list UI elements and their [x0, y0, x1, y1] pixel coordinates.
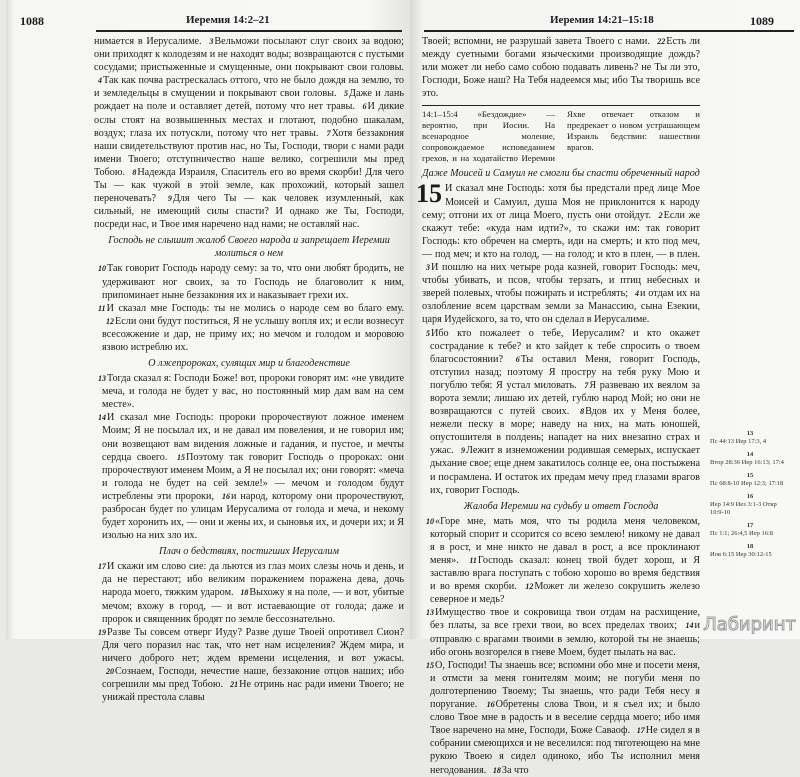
verse-number: 21	[230, 680, 239, 690]
paragraph	[422, 606, 700, 658]
section-heading: О лжепророках, сулящих мир и благоденствие	[148, 358, 350, 370]
right-text-flow	[416, 35, 701, 777]
margin-ref	[710, 451, 790, 467]
verse-text: И сказал мне Господь: пророки пророчествуют ложное именем Моим; Я не посылал их, и не давал им повеления, и не говорил им; они возвещают вам видения ложные и гадания, и пустое, и мечты сердца своего.	[102, 412, 404, 463]
paragraph	[422, 327, 700, 497]
paragraph	[422, 659, 700, 777]
verse-text: Вдов их у Меня более, нежели песку в море; наведу на них, на мать юношей, опустошителя в полдень; нападет на них внезапно страх и ужас.	[430, 406, 700, 457]
verse-number: 5	[426, 328, 430, 338]
margin-ref-text: Втор 28:36 Иер 16:13; 17:4	[710, 459, 784, 466]
verse-text: Так говорит Господь народу сему: за то, что они любят бродить, не удерживают ног своих, за то Господь не благоволит к ним, припоминает ныне беззакония их и наказывает грехи их.	[102, 263, 404, 301]
verse-text: Твоей; вспомни, не разрушай завета Твоего с нами.	[422, 36, 654, 47]
paragraph	[94, 35, 404, 231]
verse-number: 16	[221, 491, 230, 501]
verse-text: И сказал мне Господь: хотя бы предстали пред лице Мое Моисей и Самуил, душа Моя не приклонится к народу сему; отгони их от лица Моего, пусть они отойдут.	[422, 183, 700, 221]
verse-number: 7	[584, 380, 589, 390]
verse-text: Для чего Ты — как человек изумленный, как сильный, не имеющий силы спасти? И однако же Ты, Господи, посреди нас, и Твое имя наречено над нами; не оставляй нас.	[94, 193, 404, 231]
margin-ref-verse: 16	[746, 493, 754, 500]
verse-text: Поэтому так говорит Господь о пророках: они пророчествуют именем Моим, а Я не посылал их; они говорят: «меча и голода не будет на сей земле!» — мечом и голодом будут истреблены эти пророки,	[102, 451, 404, 502]
verse-number: 12	[106, 316, 114, 326]
verse-number: 16	[486, 700, 495, 710]
verse-text: и отдам их на озлобление всем царствам земли за Манассию, сына Езекии, царя Иудейского, за то, что он сделал в Иерусалиме.	[422, 288, 700, 326]
verse-text: Лежит в изнеможении родившая семерых, испускает дыхание свое; еще днем закатилось солнце ее, она постыжена и посрамлена. И остаток их предам мечу пред глазами врагов их, говорит Господь.	[430, 445, 700, 496]
verse-text: Хотя беззакония наши свидетельствуют против нас, но Ты, Господи, твори с нами ради имени Твоего; отступничество наше велико, согрешили мы пред Тобою.	[94, 127, 404, 178]
header-rule	[96, 30, 402, 32]
margin-ref	[710, 430, 790, 446]
section-heading: Плач о бедствиях, постигших Иерусалим	[159, 546, 339, 558]
verse-text: «Горе мне, мать моя, что ты родила меня человеком, который спорит и ссорится со всею землею! никому не давал я в рост, и мне никто не давал в рост, а все проклинают меня».	[430, 515, 700, 566]
verse-number: 4	[98, 76, 102, 86]
margin-ref	[710, 472, 790, 488]
verse-number: 15	[426, 660, 434, 670]
margin-ref-text: Пс 1:1; 26:4,5 Иер 16:8	[710, 530, 774, 537]
verse-text: О, Господи! Ты знаешь все; вспомни обо мне и посети меня, и отмсти за меня гонителям моим; не погуби меня по долготерпению Твоему; Ты знаешь, что ради Тебя несу я поругание.	[430, 659, 700, 711]
verse-text: Может ли железо сокрушить железо северное и медь?	[430, 581, 701, 606]
paragraph	[422, 35, 700, 100]
verse-text: Я развеваю их веялом за ворота земли; лишаю их детей, гублю народ Мой; но они не возвращаются с путей своих.	[430, 379, 700, 418]
verse-text: и народ, которому они пророчествуют, разбросан будет по улицам Иерусалима от голода и меча, и некому будет хоронить их, — они и жены их, и сыновья их, и дочери их; и Я изолью на них зло их.	[102, 490, 404, 542]
verse-number: 5	[344, 89, 349, 99]
verse-text: За что	[501, 764, 529, 776]
margin-ref-verse: 18	[746, 543, 754, 550]
verse-text: Выхожу я на поле, — и вот, убитые мечом; вхожу в город, — и вот истаевающие от голода; даже и пророк и священник бродят по земле бессознательно.	[102, 587, 404, 625]
verse-number: 11	[469, 556, 477, 565]
margin-ref-verse: 15	[746, 472, 754, 479]
verse-text: И пошлю на них четыре рода казней, говорит Господь: меч, чтобы убивать, и псов, чтобы терзать, и птиц небесных и зверей полевых, чтобы пожирать и истреблять;	[422, 262, 700, 300]
verse-number: 14	[98, 413, 106, 423]
verse-text: И дикие ослы стоят на возвышенных местах и глотают, подобно шакалам, воздух; глаза их потускли, потому что нет травы.	[94, 101, 404, 139]
verse-text: Так как почва растрескалась оттого, что не было дождя на землю, то и земледельцы в смущении и покрывают свои головы.	[94, 75, 404, 100]
verse-number: 10	[98, 264, 106, 274]
verse-number: 17	[98, 562, 106, 572]
paragraph	[94, 372, 404, 411]
watermark-logo: Лабиринт	[703, 614, 796, 635]
verse-number: 8	[132, 167, 137, 177]
paragraph	[416, 179, 700, 326]
verse-text: Вельможи посылают слуг своих за водою; они приходят к колодезям и не находят воды; возвращаются с пустыми сосудами; пристыженные и смущенные, они покрывают свои головы.	[94, 36, 404, 74]
paragraph	[94, 626, 404, 705]
verse-number: 9	[167, 194, 172, 204]
margin-ref-text: Пс 44:13 Иер 17:3, 4	[710, 438, 767, 445]
verse-number: 3	[426, 263, 430, 273]
paragraph	[94, 411, 404, 542]
verse-number: 10	[426, 516, 434, 526]
verse-number: 3	[209, 37, 214, 46]
verse-text: нимается в Иерусалиме.	[94, 36, 206, 47]
page-number: 1088	[20, 14, 44, 28]
right-page	[410, 0, 800, 776]
verse-text: Надежда Израиля, Спаситель его во время скорби! Для чего Ты — как чужой в этой земле, как прохожий, который зашел переночевать?	[94, 166, 405, 205]
header-rule	[424, 30, 794, 32]
verse-number: 8	[580, 407, 585, 417]
verse-text: Не сидел я в собрании смеющихся и не веселился: под тяготеющею на мне рукою Твоею я сидел одиноко, ибо Ты исполнил меня негодования.	[430, 725, 700, 776]
paragraph	[94, 302, 404, 354]
margin-ref-verse: 14	[746, 451, 754, 458]
verse-text: Господь сказал: конец твой будет хорош, и Я заставлю врага поступать с тобою хорошо во время бедствия и во время скорби.	[430, 555, 700, 593]
margin-ref-text: Иов 6:15 Иер 30:12-15	[710, 551, 772, 558]
verse-number: 14	[685, 621, 694, 631]
paragraph	[94, 262, 404, 301]
verse-number: 2	[658, 210, 663, 220]
right-text-column	[416, 167, 701, 776]
verse-text: И скажи им слово сие: да льются из глаз моих слезы ночь и день, и да не перестают; ибо великим поражением поражена дева, дочь народа моего, тяжким ударом.	[102, 561, 404, 599]
verse-text: Обретены слова Твои, и я съел их; и было слово Твое мне в радость и в веселие сердца моего; ибо имя Твое наречено на мне, Господи, Боже Саваоф.	[430, 699, 700, 737]
verse-text: Даже и лань рождает на поле и оставляет детей, потому что нет травы.	[94, 88, 404, 113]
paragraph	[422, 515, 700, 607]
left-page	[6, 0, 410, 704]
verse-number: 7	[326, 128, 331, 138]
margin-ref-verse: 17	[746, 522, 754, 529]
verse-number: 6	[515, 354, 520, 364]
verse-text: Если же скажут тебе: «куда нам идти?», то скажи им: так говорит Господь: кто обречен на смерть, иди на смерть; и кто под меч, — под меч; и кто на голод, — на голод; и кто в плен, — в плен.	[422, 209, 700, 260]
verse-text: Ибо кто пожалеет о тебе, Иерусалим? и кто окажет сострадание к тебе? и кто зайдет к тебе спросить о твоем благосостоянии?	[430, 327, 700, 365]
verse-number: 12	[525, 582, 534, 592]
verse-text: Тогда сказал я: Господи Боже! вот, пророки говорят им: «не увидите меча, и голода не будет у вас, но постоянный мир дам вам на сем месте».	[102, 373, 404, 411]
running-head: Иеремия 14:2–21	[186, 14, 270, 26]
margin-ref	[710, 522, 790, 538]
margin-ref-verse: 13	[746, 430, 754, 437]
section-heading: Даже Моисей и Самуил не смогли бы спасти обреченный народ	[422, 168, 700, 180]
chapter-number: 15	[416, 179, 442, 209]
verse-text: Не отринь нас ради имени Твоего; не унижай престола славы	[102, 679, 404, 704]
margin-ref	[710, 493, 790, 517]
verse-number: 20	[106, 667, 114, 677]
verse-number: 11	[98, 303, 106, 313]
margin-ref-text: Пс 68:8-10 Иер 12:3; 17:18	[710, 480, 784, 487]
margin-ref-text: Иер 14:9 Иез 3:1-3 Откр 10:9-10	[710, 501, 777, 516]
verse-text: Имущество твое и сокровища твои отдам на расхищение, без платы, за все грехи твои, во всех пределах твоих;	[430, 607, 700, 632]
margin-references	[710, 430, 790, 564]
verse-number: 13	[98, 374, 106, 384]
verse-number: 18	[492, 765, 501, 775]
verse-number: 22	[657, 37, 666, 46]
verse-text: Сознаем, Господи, нечестие наше, беззаконие отцов наших; ибо согрешили мы пред Тобою.	[102, 666, 404, 691]
left-text-column	[94, 35, 404, 704]
verse-number: 6	[362, 102, 367, 112]
verse-number: 17	[636, 726, 645, 736]
verse-number: 19	[98, 627, 106, 637]
verse-number: 15	[176, 452, 185, 462]
section-heading: Господь не слышит жалоб Своего народа и запрещает Иеремии молиться о нем	[108, 235, 390, 260]
verse-text: и отправлю с врагами твоими в землю, которой ты не знаешь; ибо огонь возгорелся в гневе Моем, будет пылать на вас.	[430, 620, 700, 658]
running-head: Иеремия 14:21–15:18	[550, 14, 654, 26]
paragraph	[94, 560, 404, 625]
footnote: 14:1–15:4 «Бездождие» — вероятно, при Иосии. На всенародное моление, сопровождаемое исповеданием грехов, и на ходатайство Иеремии Яхве отвечает отказом и предрекает о новом устрашающем Израиль бедствии: нашествии врагов.	[422, 105, 700, 164]
verse-text: И сказал мне Господь: ты не молись о народе сем во благо ему.	[106, 302, 404, 314]
verse-text: Есть ли между суетными богами языческими производящие дождь? или может ли небо само собою подавать ливень? не Ты ли это, Господи, Боже наш? На Тебя надеемся мы; ибо Ты творишь все это.	[422, 36, 700, 100]
margin-ref	[710, 543, 790, 559]
section-heading: Жалоба Иеремии на судьбу и ответ Господа	[463, 500, 659, 512]
verse-number: 18	[240, 588, 249, 598]
verse-text: Разве Ты совсем отверг Иуду? Разве душе Твоей опротивел Сион? Для чего поразил нас так, что нет нам исцеления? Ждем мира, и ничего доброго нет; ждем времени исцеления, и вот ужасы.	[102, 626, 404, 664]
verse-number: 9	[460, 446, 465, 456]
verse-text: Если они будут поститься, Я не услышу вопля их; и если вознесут всесожжение и дар, не приму их; но мечом и голодом и моровою язвою истреблю их.	[102, 315, 404, 353]
verse-number: 13	[426, 608, 434, 618]
verse-number: 4	[634, 289, 639, 299]
verse-text: Ты оставил Меня, говорит Господь, отступил назад; поэтому Я простру на тебя руку Мою и погублю тебя: Я устал миловать.	[430, 353, 700, 391]
right-top-text	[422, 35, 700, 100]
page-number: 1089	[750, 14, 774, 28]
